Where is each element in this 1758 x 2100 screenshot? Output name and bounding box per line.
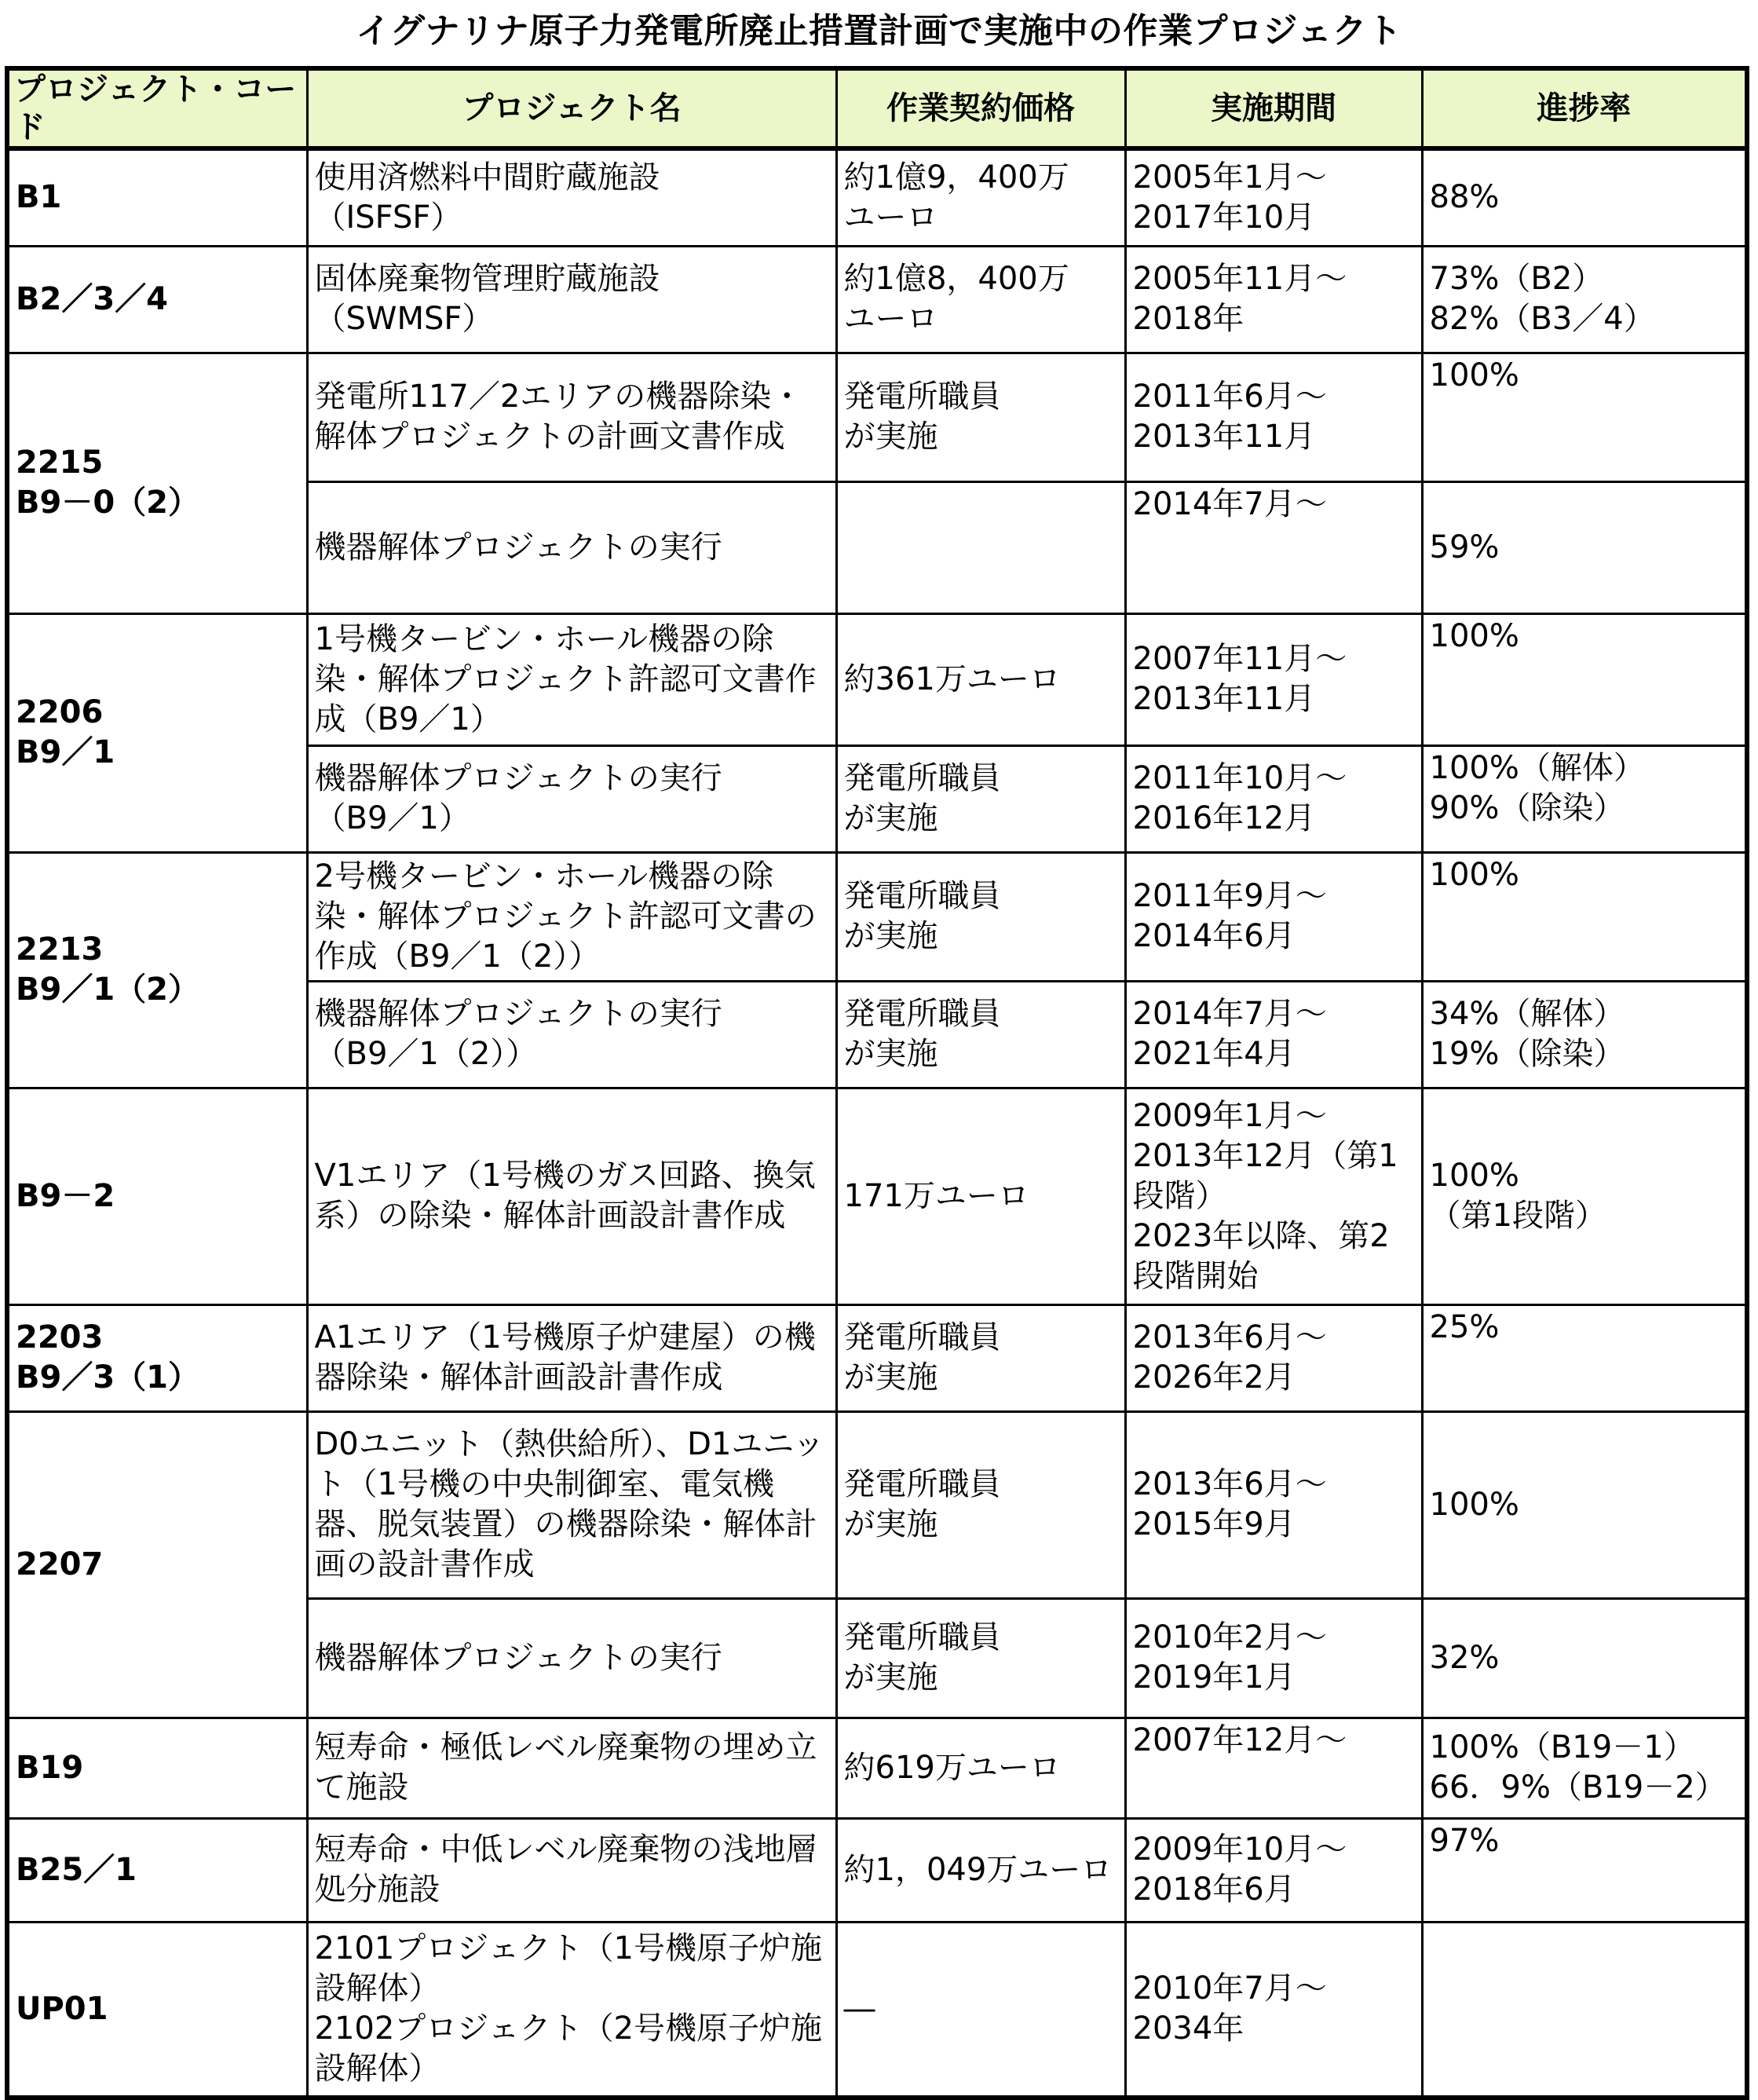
contract-price: 約1億8，400万 ユーロ — [836, 246, 1125, 353]
project-table — [5, 66, 1749, 2100]
progress: 32% — [1422, 1598, 1747, 1718]
contract-price — [836, 481, 1125, 613]
header-row — [7, 68, 1747, 148]
progress: 97% — [1422, 1818, 1747, 1922]
table-row — [7, 1818, 1747, 1922]
project-name: 機器解体プロジェクトの実行 — [307, 1598, 836, 1718]
progress: 100% （第1段階） — [1422, 1088, 1747, 1304]
period: 2014年7月～ 2021年4月 — [1125, 981, 1422, 1088]
contract-price: 発電所職員 が実施 — [836, 745, 1125, 852]
period: 2011年10月～ 2016年12月 — [1125, 745, 1422, 852]
period: 2010年7月～ 2034年 — [1125, 1922, 1422, 2098]
progress: 59% — [1422, 481, 1747, 613]
progress: 34%（解体） 19%（除染） — [1422, 981, 1747, 1088]
period: 2007年11月～ 2013年11月 — [1125, 613, 1422, 745]
project-code: B2／3／4 — [7, 246, 307, 353]
table-row — [7, 353, 1747, 481]
contract-price: 発電所職員 が実施 — [836, 1411, 1125, 1598]
table-row — [7, 1922, 1747, 2098]
progress: 100% — [1422, 1411, 1747, 1598]
header-project-code: プロジェクト・コード — [7, 68, 307, 148]
period: 2005年11月～ 2018年 — [1125, 246, 1422, 353]
contract-price: 発電所職員 が実施 — [836, 1598, 1125, 1718]
contract-price: 約361万ユーロ — [836, 613, 1125, 745]
period: 2009年10月～ 2018年6月 — [1125, 1818, 1422, 1922]
period: 2010年2月～ 2019年1月 — [1125, 1598, 1422, 1718]
period: 2011年6月～ 2013年11月 — [1125, 353, 1422, 481]
table-row — [7, 1088, 1747, 1304]
progress — [1422, 1922, 1747, 2098]
contract-price: 約1，049万ユーロ — [836, 1818, 1125, 1922]
project-name: 機器解体プロジェクトの実行 （B9／1） — [307, 745, 836, 852]
table-row — [7, 148, 1747, 246]
period: 2009年1月～ 2013年12月（第1段階） 2023年以降、第2段階開始 — [1125, 1088, 1422, 1304]
project-name: 発電所117／2エリアの機器除染・解体プロジェクトの計画文書作成 — [307, 353, 836, 481]
contract-price: 発電所職員 が実施 — [836, 981, 1125, 1088]
header-progress: 進捗率 — [1422, 68, 1747, 148]
progress: 73%（B2） 82%（B3／4） — [1422, 246, 1747, 353]
project-code: B9－2 — [7, 1088, 307, 1304]
header-period: 実施期間 — [1125, 68, 1422, 148]
project-code: 2206 B9／1 — [7, 613, 307, 852]
table-row — [7, 1411, 1747, 1598]
progress: 100% — [1422, 852, 1747, 981]
period: 2013年6月～ 2015年9月 — [1125, 1411, 1422, 1598]
period: 2007年12月～ — [1125, 1718, 1422, 1818]
project-code: UP01 — [7, 1922, 307, 2098]
project-code: B1 — [7, 148, 307, 246]
project-code: 2215 B9－0（2） — [7, 353, 307, 613]
project-name: 固体廃棄物管理貯蔵施設 （SWMSF） — [307, 246, 836, 353]
progress: 88% — [1422, 148, 1747, 246]
project-name: 短寿命・極低レベル廃棄物の埋め立て施設 — [307, 1718, 836, 1818]
table-row — [7, 1718, 1747, 1818]
table-row — [7, 613, 1747, 745]
project-name: 使用済燃料中間貯蔵施設 （ISFSF） — [307, 148, 836, 246]
page-title: イグナリナ原子力発電所廃止措置計画で実施中の作業プロジェクト — [356, 11, 1402, 51]
project-code: 2203 B9／3（1） — [7, 1304, 307, 1411]
contract-price: 発電所職員 が実施 — [836, 1304, 1125, 1411]
project-name: V1エリア（1号機のガス回路、換気系）の除染・解体計画設計書作成 — [307, 1088, 836, 1304]
project-name: 1号機タービン・ホール機器の除染・解体プロジェクト許認可文書作成（B9／1） — [307, 613, 836, 745]
contract-price: 発電所職員 が実施 — [836, 852, 1125, 981]
project-name: 機器解体プロジェクトの実行 （B9／1（2）） — [307, 981, 836, 1088]
contract-price: 約1億9，400万 ユーロ — [836, 148, 1125, 246]
project-code: B25／1 — [7, 1818, 307, 1922]
progress: 100%（解体） 90%（除染） — [1422, 745, 1747, 852]
project-name: D0ユニット（熱供給所）、D1ユニット（1号機の中央制御室、電気機器、脱気装置）の機器除染・解体計画の設計書作成 — [307, 1411, 836, 1598]
period: 2013年6月～ 2026年2月 — [1125, 1304, 1422, 1411]
header-contract-price: 作業契約価格 — [836, 68, 1125, 148]
project-name: A1エリア（1号機原子炉建屋）の機器除染・解体計画設計書作成 — [307, 1304, 836, 1411]
header-project-name: プロジェクト名 — [307, 68, 836, 148]
period: 2014年7月～ — [1125, 481, 1422, 613]
table-row — [7, 246, 1747, 353]
contract-price: 171万ユーロ — [836, 1088, 1125, 1304]
project-code: 2207 — [7, 1411, 307, 1718]
project-name: 2号機タービン・ホール機器の除染・解体プロジェクト許認可文書の作成（B9／1（2）） — [307, 852, 836, 981]
project-name: 短寿命・中低レベル廃棄物の浅地層処分施設 — [307, 1818, 836, 1922]
period: 2011年9月～ 2014年6月 — [1125, 852, 1422, 981]
table-row — [7, 852, 1747, 981]
project-code: 2213 B9／1（2） — [7, 852, 307, 1088]
progress: 100%（B19－1） 66．9%（B19－2） — [1422, 1718, 1747, 1818]
contract-price: ― — [836, 1922, 1125, 2098]
project-code: B19 — [7, 1718, 307, 1818]
contract-price: 約619万ユーロ — [836, 1718, 1125, 1818]
project-name: 2101プロジェクト（1号機原子炉施設解体） 2102プロジェクト（2号機原子炉施設解体） — [307, 1922, 836, 2098]
project-name: 機器解体プロジェクトの実行 — [307, 481, 836, 613]
period: 2005年1月～ 2017年10月 — [1125, 148, 1422, 246]
progress: 100% — [1422, 613, 1747, 745]
table-row — [7, 1304, 1747, 1411]
progress: 25% — [1422, 1304, 1747, 1411]
progress: 100% — [1422, 353, 1747, 481]
contract-price: 発電所職員 が実施 — [836, 353, 1125, 481]
